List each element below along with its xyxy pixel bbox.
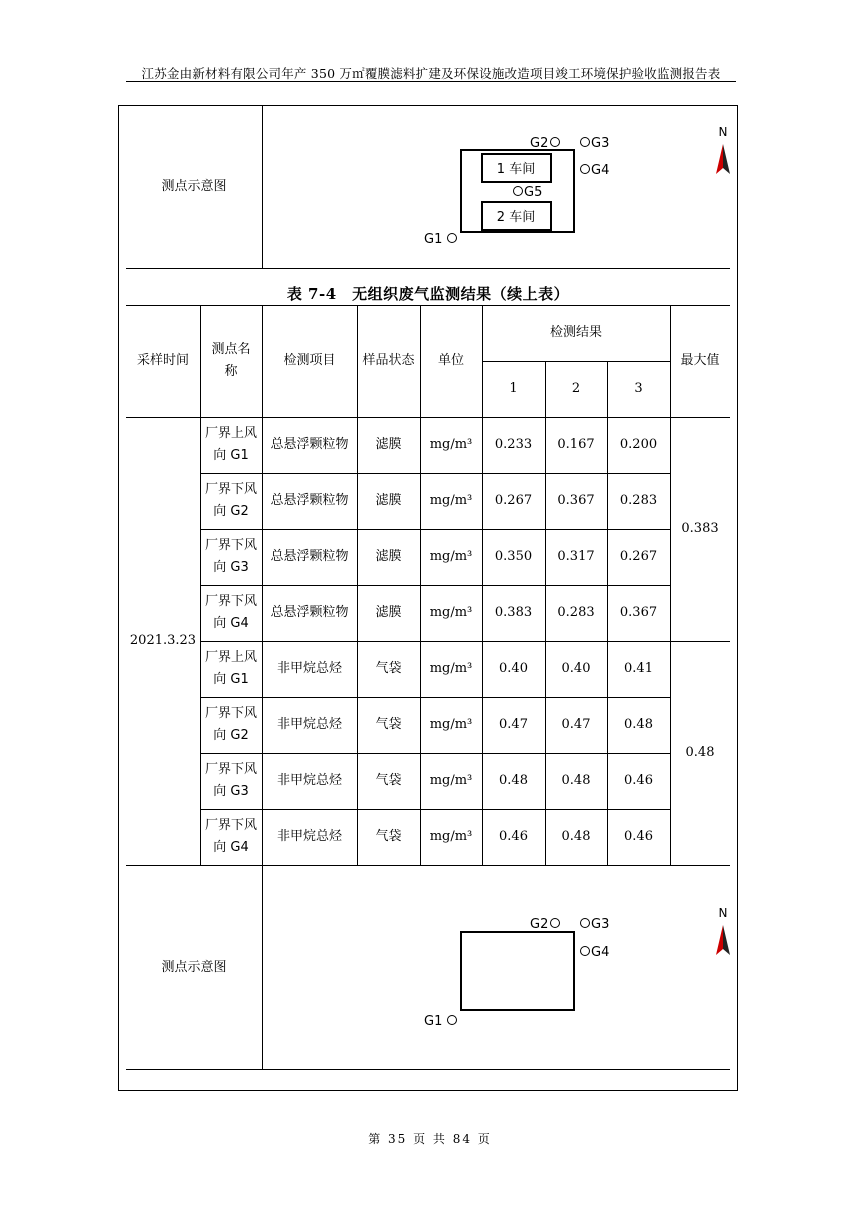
row-unit: mg/m³ [429,829,473,844]
row-point: 厂界下风向 G3 [204,762,257,799]
row-state: 滤膜 [375,549,402,564]
row-v3: 0.200 [619,437,658,452]
row-point: 厂界上风向 G1 [204,426,257,463]
row-v1: 0.40 [499,661,528,676]
svg-text:G4: G4 [591,945,610,960]
plant-boundary [461,932,574,1010]
row-v2: 0.167 [557,437,595,452]
row-v1: 0.46 [499,829,528,844]
diagram-top-label: 测点示意图 [161,179,227,194]
diagram-top [264,106,734,268]
row-point: 厂界下风向 G3 [204,538,257,575]
row-v1: 0.233 [494,437,533,452]
point-g3 [581,917,610,932]
point-g1 [424,1014,457,1029]
row-v1: 0.48 [499,773,528,788]
header-state: 样品状态 [362,353,415,368]
header-time: 采样时间 [136,353,189,368]
point-g4 [581,945,610,960]
row-v2: 0.48 [561,829,591,844]
header-item: 检测项目 [283,353,336,368]
workshop-2 [482,202,551,230]
diagram-bottom [264,866,734,1069]
svg-text:G2: G2 [530,917,549,932]
point-g4 [581,163,610,178]
row-v2: 0.317 [557,549,595,564]
row-unit: mg/m³ [429,493,473,508]
row-item: 非甲烷总烃 [276,829,342,844]
north-arrow-icon [716,125,730,174]
diagram-bottom-bottom-rule [126,1069,730,1070]
row-v3: 0.46 [624,829,653,844]
sampling-date: 2021.3.23 [129,633,197,648]
row-item: 非甲烷总烃 [276,661,342,676]
max-nmhc: 0.48 [685,745,715,760]
row-state: 气袋 [375,661,402,676]
row-state: 滤膜 [375,493,402,508]
page-number: 第 35 页 共 84 页 [368,1132,492,1146]
header-result: 检测结果 [549,325,602,340]
row-unit: mg/m³ [429,549,473,564]
row-item: 总悬浮颗粒物 [270,493,349,508]
row-state: 气袋 [375,829,402,844]
row-point: 厂界下风向 G2 [204,482,257,519]
svg-text:G3: G3 [591,917,610,932]
row-state: 滤膜 [375,437,402,452]
table-title: 表 7-4 无组织废气监测结果（续上表） [286,284,570,303]
diagram-top-divider [262,106,263,268]
header-r3: 3 [634,381,643,396]
workshop-1-label: 1 车间 [496,162,536,177]
row-v2: 0.367 [557,493,595,508]
row-unit: mg/m³ [429,437,473,452]
header-r1: 1 [509,381,518,396]
diagram-top-bottom-rule [126,268,730,269]
workshop-1 [482,154,551,182]
header-r2: 2 [571,381,581,396]
header-unit: 单位 [437,353,464,368]
header-max: 最大值 [680,353,720,368]
row-v3: 0.41 [624,661,653,676]
header-rule [126,81,736,82]
row-v2: 0.48 [561,773,591,788]
row-v3: 0.367 [619,605,658,620]
row-item: 总悬浮颗粒物 [270,605,349,620]
row-state: 气袋 [375,717,402,732]
point-g2 [530,136,560,151]
row-v2: 0.283 [557,605,595,620]
row-v1: 0.383 [494,605,533,620]
point-g1 [424,232,457,247]
diagram-bottom-label: 测点示意图 [161,959,227,975]
row-unit: mg/m³ [429,717,473,732]
header-point: 测点名称 [211,342,251,379]
svg-text:G1: G1 [424,232,443,247]
row-item: 非甲烷总烃 [276,773,342,788]
point-g2 [530,917,560,932]
svg-text:G4: G4 [591,163,610,178]
row-unit: mg/m³ [429,605,473,620]
max-tsp: 0.383 [681,521,719,536]
row-v3: 0.267 [619,549,658,564]
row-v2: 0.47 [561,717,591,732]
row-v3: 0.46 [624,773,653,788]
point-g5 [514,185,543,200]
row-item: 非甲烷总烃 [276,717,342,732]
row-state: 气袋 [375,773,402,788]
workshop-2-label: 2 车间 [496,210,536,225]
svg-text:G2: G2 [530,136,549,151]
row-v2: 0.40 [561,661,591,676]
svg-text:G3: G3 [591,136,610,151]
row-item: 总悬浮颗粒物 [270,549,349,564]
row-unit: mg/m³ [429,661,473,676]
row-state: 滤膜 [375,605,402,620]
svg-text:G5: G5 [524,185,543,200]
svg-text:N: N [718,906,728,920]
row-point: 厂界下风向 G2 [204,706,257,743]
row-v1: 0.267 [494,493,533,508]
row-point: 厂界下风向 G4 [204,818,257,855]
row-v3: 0.48 [624,717,653,732]
row-v1: 0.350 [494,549,533,564]
north-arrow-icon [716,906,730,955]
row-v1: 0.47 [499,717,528,732]
row-item: 总悬浮颗粒物 [270,437,349,452]
svg-text:G1: G1 [424,1014,443,1029]
report-header: 江苏金由新材料有限公司年产 350 万㎡覆膜滤料扩建及环保设施改造项目竣工环境保护验收监测报告表 [141,66,721,81]
row-point: 厂界下风向 G4 [204,594,257,631]
row-unit: mg/m³ [429,773,473,788]
diagram-bottom-divider [262,866,263,1069]
row-v3: 0.283 [619,493,658,508]
row-point: 厂界上风向 G1 [204,650,257,687]
point-g3 [581,136,610,151]
svg-text:N: N [718,125,728,139]
